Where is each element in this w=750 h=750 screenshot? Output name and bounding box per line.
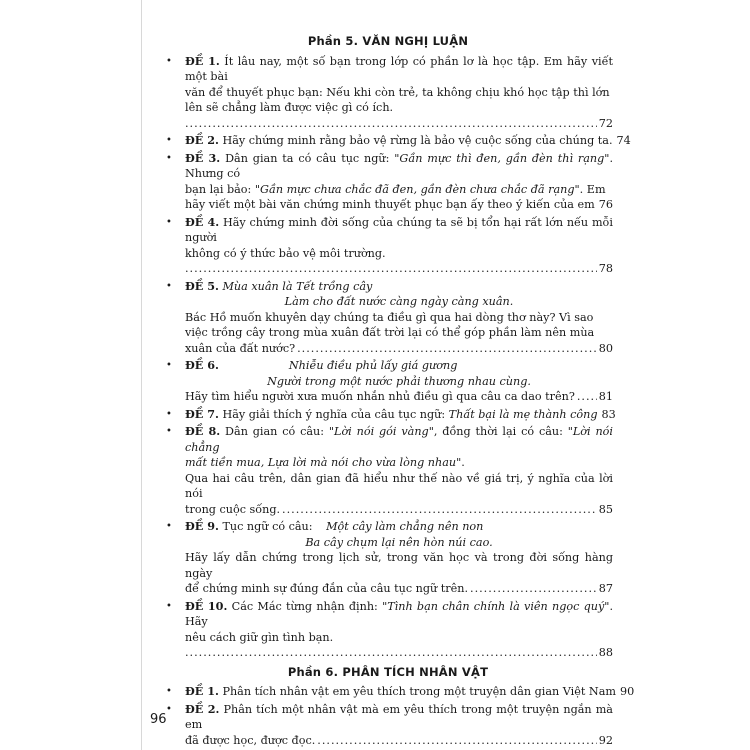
entry-text: Dân gian có câu: — [220, 425, 329, 438]
leader-dots — [185, 645, 597, 661]
entry-text: Dân gian ta có câu tục ngữ: — [220, 151, 395, 165]
toc-entry-s5-8 — [163, 424, 613, 517]
entry-text: bạn lại bảo: — [185, 182, 255, 196]
entry-label: ĐỀ 4. — [185, 214, 220, 229]
entry-text: Hãy tìm hiểu người xưa muốn nhắn nhủ điều gì qua câu ca dao trên? — [185, 390, 575, 403]
quote-text: "Lời nói chẳng — [185, 425, 613, 454]
entry-text: Hãy chứng minh rằng bảo vệ rừng là bảo vệ cuộc sống của chúng ta. — [218, 134, 613, 147]
entry-label: ĐỀ 3. — [185, 150, 221, 165]
bullet-icon: • — [166, 152, 172, 164]
toc-entry-s5-9 — [163, 519, 613, 597]
leader-dots — [282, 502, 597, 518]
entry-label: ĐỀ 2. — [185, 133, 219, 147]
quote-text: mất tiền mua, Lựa lời mà nói cho vừa lòng nhau" — [185, 456, 462, 469]
entry-label: ĐỀ 1. — [185, 684, 219, 698]
toc-entry-s6-2 — [163, 702, 613, 749]
bullet-icon: • — [166, 426, 172, 437]
entry-text: hãy viết một bài văn chứng minh thuyết phục bạn ấy theo ý kiến của em — [185, 198, 595, 211]
entry-page: 76 — [598, 198, 613, 211]
entry-page: 74 — [616, 134, 631, 147]
toc-entry-s5-6 — [163, 358, 613, 405]
entry-text: đã được học, được đọc. — [185, 733, 316, 747]
entry-text: Bác Hồ muốn khuyên dạy chúng ta điều gì qua hai dòng thơ này? Vì sao — [185, 310, 594, 324]
entry-text: nêu cách giữ gìn tình bạn. — [185, 630, 334, 644]
bullet-icon: • — [166, 408, 172, 420]
verse-line: Người trong một nước phải thương nhau cùng. — [267, 374, 531, 388]
entry-text: Tục ngữ có câu: — [218, 520, 317, 533]
verse-line: Một cây làm chẳng nên non — [326, 520, 484, 533]
leader-dots — [297, 341, 597, 357]
entry-label: ĐỀ 9. — [185, 519, 219, 533]
toc-entry-s5-7 — [163, 406, 616, 423]
bullet-icon: • — [166, 135, 172, 146]
table-of-contents — [163, 30, 635, 750]
entry-label: ĐỀ 5. — [185, 278, 219, 293]
section-6-title: Phần 6. PHÂN TÍCH NHÂN VẬT — [287, 664, 489, 679]
entry-label: ĐỀ 7. — [185, 406, 219, 421]
quote-text: "Gần mực thì đen, gần đèn thì rạng" — [394, 151, 610, 165]
entry-label: ĐỀ 6. — [185, 358, 219, 372]
bullet-icon: • — [166, 686, 172, 697]
entry-text: . — [461, 456, 465, 469]
bullet-icon: • — [166, 55, 172, 67]
bullet-icon: • — [166, 600, 172, 612]
entry-text: . Nhưng có — [185, 151, 613, 180]
entry-text: Hãy chứng minh đời sống của chúng ta sẽ bị tổn hại rất lớn nếu mỗi người — [185, 215, 613, 244]
verse-line: Nhiễu điều phủ lấy giá gương — [288, 359, 458, 372]
entry-label: ĐỀ 10. — [185, 598, 228, 613]
toc-entry-s5-10 — [163, 599, 613, 661]
toc-entry-s5-2 — [163, 133, 631, 149]
entry-label: ĐỀ 1. — [185, 53, 220, 68]
entry-text: văn để thuyết phục bạn: Nếu khi còn trẻ, ta không chịu khó học tập thì lớn — [185, 85, 610, 99]
bullet-icon: • — [166, 280, 172, 292]
leader-dots — [185, 261, 597, 277]
entry-page: 87 — [598, 582, 613, 595]
entry-text: không có ý thức bảo vệ môi trường. — [185, 246, 386, 260]
bullet-icon: • — [166, 360, 172, 371]
entry-label: ĐỀ 8. — [185, 424, 221, 438]
entry-label: ĐỀ 2. — [185, 701, 220, 716]
quote-text: "Lời nói gói vàng" — [328, 425, 434, 438]
entry-page: 81 — [598, 390, 613, 403]
entry-text: . Hãy — [185, 599, 614, 628]
toc-entry-s5-1 — [163, 54, 613, 132]
entry-page: 88 — [598, 646, 613, 659]
entry-text: việc trồng cây trong mùa xuân đất trời lại có thể góp phần làm nên mùa — [185, 326, 595, 339]
entry-page: 85 — [598, 502, 613, 516]
entry-page: 78 — [598, 262, 613, 275]
verse-line: Mùa xuân là Tết trồng cây — [222, 279, 373, 293]
entry-text: Phân tích nhân vật em yêu thích trong một truyện dân gian Việt Nam — [218, 685, 617, 698]
entry-page: 72 — [598, 116, 613, 130]
toc-entry-s5-4 — [163, 215, 613, 277]
entry-page: 90 — [620, 685, 635, 698]
leader-dots — [470, 581, 597, 597]
bullet-icon: • — [166, 521, 172, 532]
quote-text: "Gần mực chưa chắc đã đen, gần đèn chưa chắc đã rạng" — [254, 182, 580, 196]
verse-line: Ba cây chụm lại nên hòn núi cao. — [305, 535, 493, 549]
quote-text: Thất bại là mẹ thành công — [448, 407, 598, 421]
entry-page: 83 — [601, 407, 616, 421]
bullet-icon: • — [166, 703, 172, 715]
toc-entry-s6-1 — [163, 684, 635, 700]
entry-text: để chứng minh sự đúng đắn của câu tục ngữ trên. — [185, 582, 469, 595]
entry-text: lên sẽ chẳng làm được việc gì có ích. — [185, 101, 394, 114]
leader-dots — [185, 116, 597, 132]
verse-line: Làm cho đất nước càng ngày càng xuân. — [284, 295, 514, 308]
entry-page: 80 — [598, 341, 613, 355]
entry-text: , đồng thời lại có câu: — [433, 425, 568, 438]
entry-text: Ít lâu nay, một số bạn trong lớp có phần lơ là học tập. Em hãy viết một bài — [185, 54, 613, 83]
entry-text: Phân tích một nhân vật mà em yêu thích trong một truyện ngắn mà em — [185, 702, 613, 731]
entry-text: Hãy lấy dẫn chứng trong lịch sử, trong văn học và trong đời sống hàng ngày — [185, 551, 613, 580]
leader-dots — [317, 733, 596, 749]
entry-text: Hãy giải thích ý nghĩa của câu tục ngữ: — [218, 407, 449, 421]
quote-text: "Tình bạn chân chính là viên ngọc quý" — [382, 599, 610, 613]
toc-entry-s5-5 — [163, 279, 613, 357]
page-number: 96 — [150, 712, 167, 727]
toc-entry-s5-3 — [163, 151, 613, 213]
entry-text: . Em — [579, 182, 606, 196]
entry-text: Qua hai câu trên, dân gian đã hiểu như thế nào về giá trị, ý nghĩa của lời nói — [185, 471, 613, 500]
entry-page: 92 — [598, 733, 613, 747]
bullet-icon: • — [166, 216, 172, 228]
leader-dots — [577, 389, 597, 405]
entry-text: Các Mác từng nhận định: — [227, 599, 383, 613]
entry-text: trong cuộc sống. — [185, 502, 281, 516]
section-5-title: Phần 5. VĂN NGHỊ LUẬN — [307, 34, 469, 48]
entry-text: xuân của đất nước? — [185, 341, 296, 355]
